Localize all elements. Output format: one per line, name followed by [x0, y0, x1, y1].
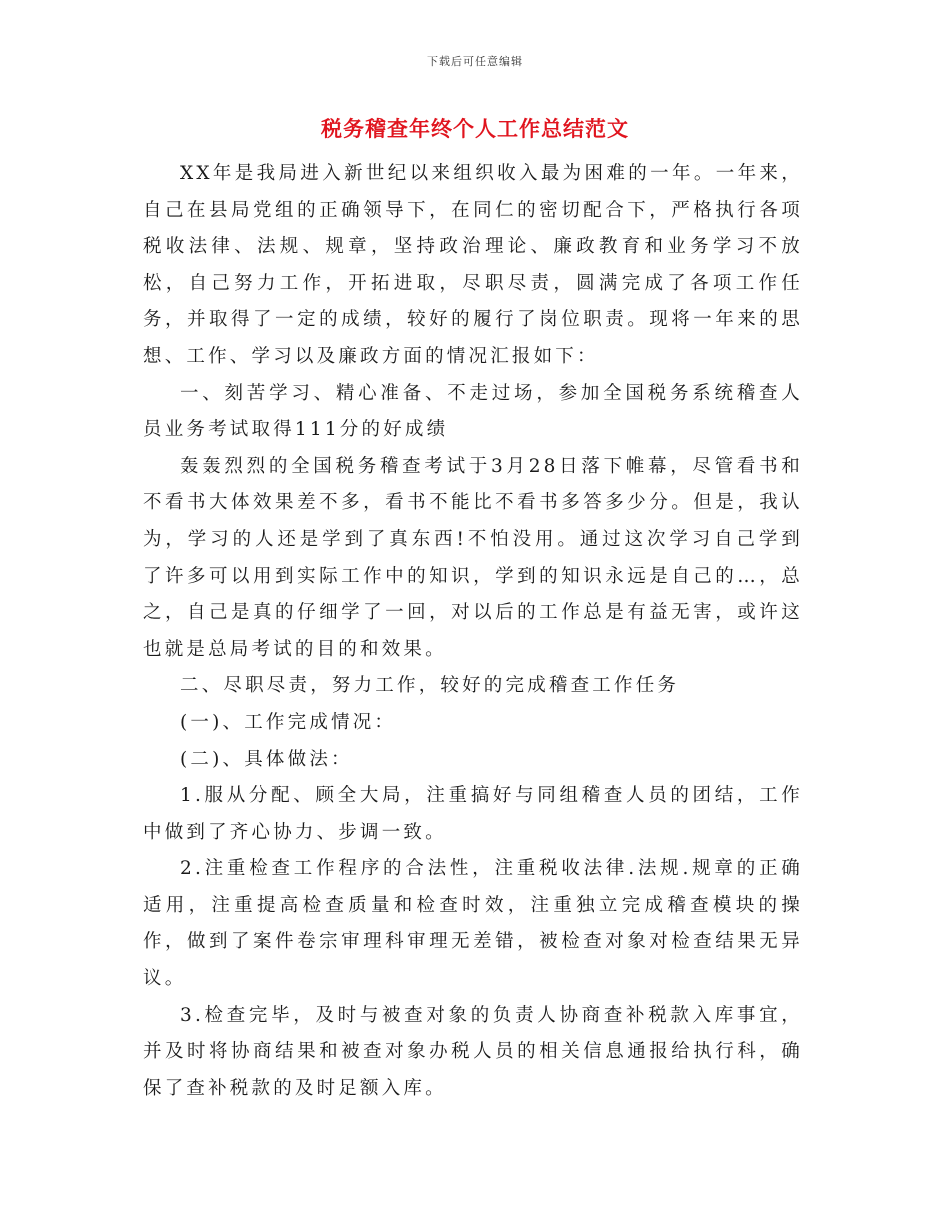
section-heading-1: 一、刻苦学习、精心准备、不走过场，参加全国税务系统稽查人员业务考试取得111分的好成绩 — [143, 382, 803, 441]
document-body — [143, 156, 803, 1107]
document-title: 税务稽查年终个人工作总结范文 — [321, 116, 629, 141]
list-item-3: 3.检查完毕，及时与被查对象的负责人协商查补税款入库事宜，并及时将协商结果和被查对象办税人员的相关信息通报给执行科，确保了查补税款的及时足额入库。 — [143, 1004, 803, 1099]
paragraph-exam: 轰轰烈烈的全国税务稽查考试于3月28日落下帷幕，尽管看书和不看书大体效果差不多，看书不能比不看书多答多少分。但是，我认为，学习的人还是学到了真东西!不怕没用。通过这次学习自己学到了许多可以用到实际工作中的知识，学到的知识永远是自己的…，总之，自己是真的仔细学了一回，对以后的工作总是有益无害，或许这也就是总局考试的目的和效果。 — [143, 455, 803, 660]
subsection-heading-1: (一)、工作完成情况： — [180, 711, 397, 733]
paragraph-intro: XX年是我局进入新世纪以来组织收入最为困难的一年。一年来，自己在县局党组的正确领导下，在同仁的密切配合下，严格执行各项税收法律、法规、规章，坚持政治理论、廉政教育和业务学习不放松，自己努力工作，开拓进取，尽职尽责，圆满完成了各项工作任务，并取得了一定的成绩，较好的履行了岗位职责。现将一年来的思想、工作、学习以及廉政方面的情况汇报如下： — [143, 163, 803, 367]
list-item-1: 1.服从分配、顾全大局，注重搞好与同组稽查人员的团结，工作中做到了齐心协力、步调一致。 — [143, 785, 803, 843]
subsection-heading-2: (二)、具体做法： — [180, 748, 353, 770]
header-note: 下载后可任意编辑 — [427, 55, 523, 68]
section-heading-2: 二、尽职尽责，努力工作，较好的完成稽查工作任务 — [180, 675, 680, 697]
list-item-2: 2.注重检查工作程序的合法性，注重税收法律.法规.规章的正确适用，注重提高检查质量和检查时效，注重独立完成稽查模块的操作，做到了案件卷宗审理科审理无差错，被检查对象对检查结果无异议。 — [143, 858, 803, 990]
